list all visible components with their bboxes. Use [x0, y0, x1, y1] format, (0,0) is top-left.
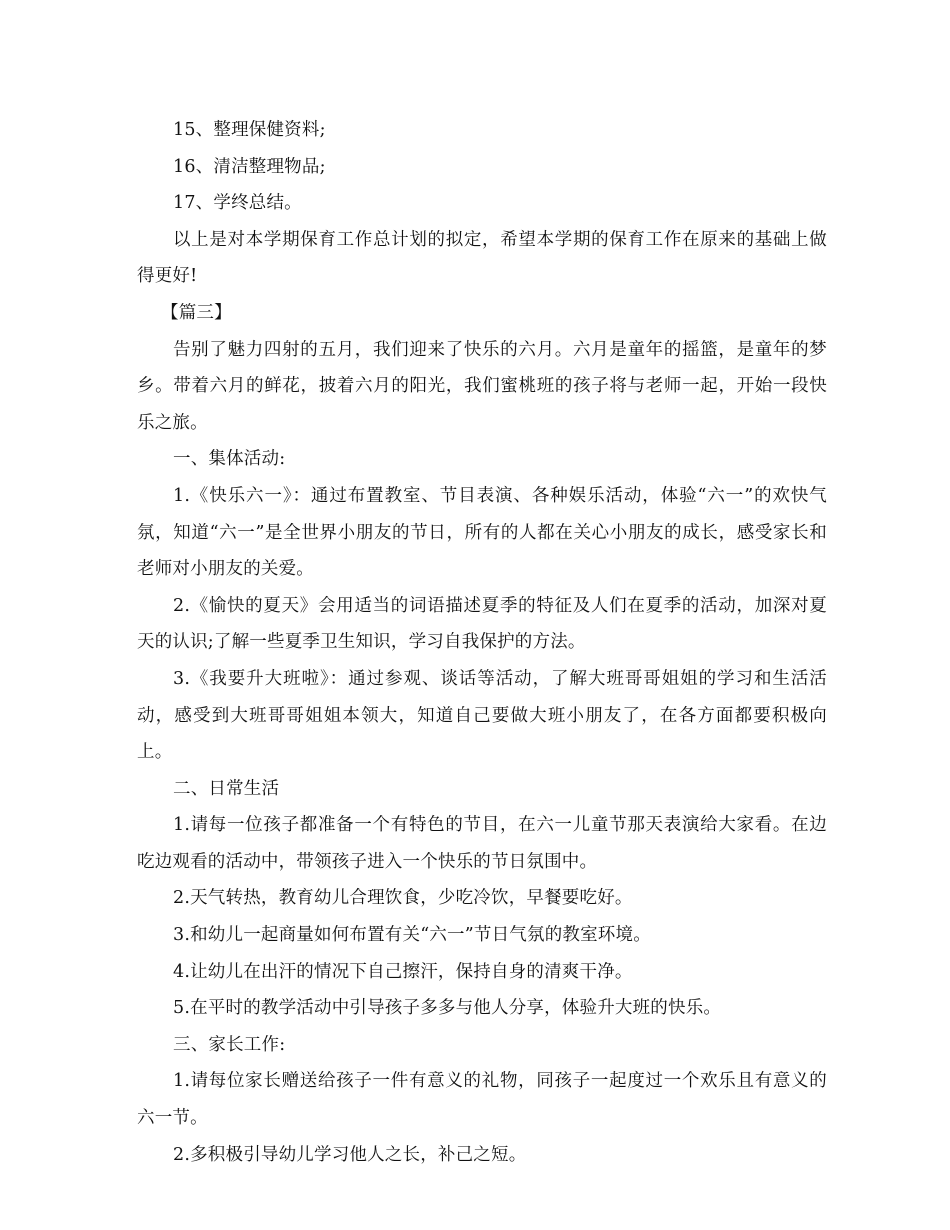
list-item-16: 16、清洁整理物品;: [173, 156, 326, 177]
daily-item-4: 4.让幼儿在出汗的情况下自己擦汗，保持自身的清爽干净。: [173, 961, 633, 982]
document-body: [137, 112, 827, 1173]
daily-item-1: 1.请每一位孩子都准备一个有特色的节目，在六一儿童节那天表演给大家看。在边吃边观看的活动中，带领孩子进入一个快乐的节日氛围中。: [137, 815, 827, 872]
intro-paragraph: 告别了魅力四射的五月，我们迎来了快乐的六月。六月是童年的摇篮，是童年的梦乡。带着六月的鲜花，披着六月的阳光，我们蜜桃班的孩子将与老师一起，开始一段快乐之旅。: [137, 339, 827, 433]
parent-item-2: 2.多积极引导幼儿学习他人之长，补己之短。: [173, 1144, 527, 1165]
subheading-parent-work: 三、家长工作:: [173, 1034, 286, 1055]
daily-item-3: 3.和幼儿一起商量如何布置有关“六一”节日气氛的教室环境。: [173, 925, 651, 946]
list-item-15: 15、整理保健资料;: [173, 120, 326, 140]
activity-item-2: 2.《愉快的夏天》会用适当的词语描述夏季的特征及人们在夏季的活动，加深对夏天的认识;了解一些夏季卫生知识，学习自我保护的方法。: [137, 595, 827, 653]
subheading-group-activities: 一、集体活动:: [173, 449, 286, 470]
daily-item-2: 2.天气转热，教育幼儿合理饮食，少吃冷饮，早餐要吃好。: [173, 888, 633, 909]
parent-item-1: 1.请每位家长赠送给孩子一件有意义的礼物，同孩子一起度过一个欢乐且有意义的六一节。: [137, 1071, 827, 1129]
activity-item-1: 1.《快乐六一》：通过布置教室、节目表演、各种娱乐活动，体验“六一”的欢快气氛，知道“六一”是全世界小朋友的节日，所有的人都在关心小朋友的成长，感受家长和老师对小朋友的关爱。: [137, 485, 827, 580]
section-heading: 【篇三】: [161, 302, 232, 323]
daily-item-5: 5.在平时的教学活动中引导孩子多多与他人分享，体验升大班的快乐。: [173, 998, 722, 1019]
closing-paragraph: 以上是对本学期保育工作总计划的拟定，希望本学期的保育工作在原来的基础上做得更好!: [137, 229, 827, 287]
activity-item-3: 3.《我要升大班啦》：通过参观、谈话等活动，了解大班哥哥姐姐的学习和生活活动，感受到大班哥哥姐姐本领大，知道自己要做大班小朋友了，在各方面都要积极向上。: [137, 668, 827, 763]
subheading-daily-life: 二、日常生活: [173, 778, 280, 799]
list-item-17: 17、学终总结。: [173, 193, 302, 214]
